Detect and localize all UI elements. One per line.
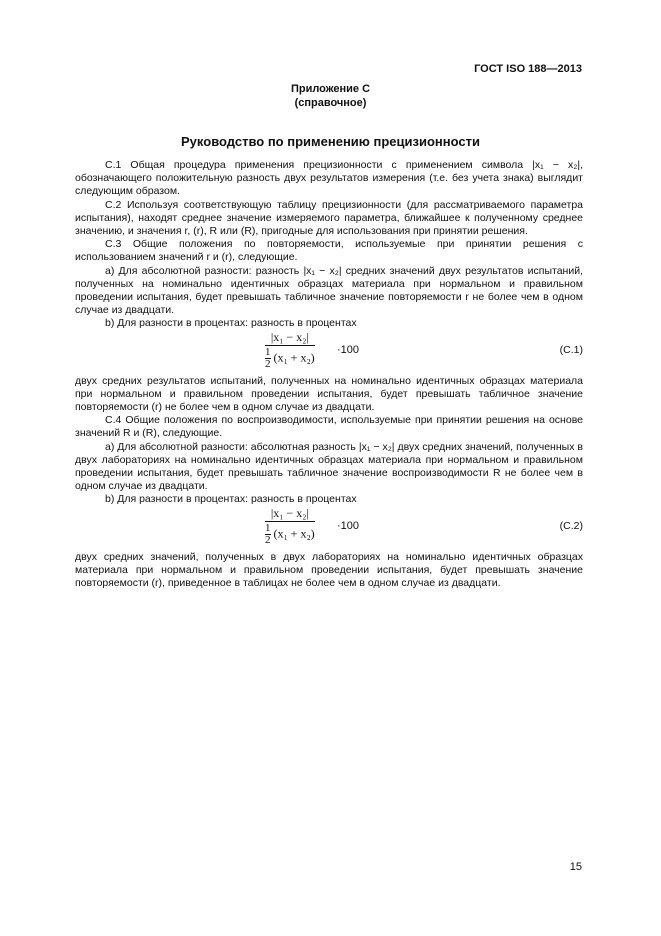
paragraph-c4b: b) Для разности в процентах: разность в процентах — [105, 493, 357, 506]
paragraph-c4a: а) Для абсолютной разности: абсолютная разность |x₁ − x₂| двух средних значений, полученных в двух лабораториях на номинально идентичных образцах материала при нормальном и правильном проведении испытания, будет превышать табличное значение воспроизводимости R не более чем в одном случае из двадцати. — [75, 440, 583, 493]
paragraph-c3: С.3 Общие положения по повторяемости, используемые при принятии решения с использованием значений r и (r), следующие. — [75, 238, 583, 264]
paragraph-c3b: b) Для разности в процентах: разность в процентах — [105, 317, 357, 330]
paragraph-c2: С.2 Используя соответствующую таблицу прецизионности (для рассматриваемого параметра испытания), находят среднее значение измеряемого параметра, ближайшее к полученному среднее значению, и значения r, (r), R или (R), пригодные для использования при принятии решения. — [75, 198, 583, 238]
appendix-heading — [0, 82, 661, 110]
standard-code: ГОСТ ISO 188—2013 — [474, 63, 582, 75]
fraction — [265, 507, 315, 546]
one-half: $\frac{1}{2}$ — [265, 521, 271, 546]
appendix-title: Приложение С — [290, 83, 371, 95]
appendix-note: (справочное) — [294, 97, 367, 109]
body-text — [75, 159, 583, 590]
denominator — [265, 522, 315, 546]
section-title: Руководство по применению прецизионности — [181, 134, 480, 149]
multiplier: ·100 — [337, 519, 360, 532]
numerator: |x₁ − x₂| — [265, 331, 315, 346]
paragraph-c1: С.1 Общая процедура применения прецизионности с применением символа |x₁ − x₂|, обозначающего положительную разность двух результатов измерения (т.е. без учета знака) выглядит следующим образом. — [75, 159, 583, 198]
numerator: |x₁ − x₂| — [265, 507, 315, 522]
equation-number: (С.1) — [559, 343, 583, 356]
multiplier: ·100 — [337, 343, 360, 356]
sum-expression: (x₁ + x₂) — [273, 350, 315, 365]
sum-expression: (x₁ + x₂) — [273, 526, 315, 541]
paragraph-c3b-continued: двух средних результатов испытаний, полученных на номинально идентичных образцах материала при нормальном и правильном проведении испытания, будет превышать табличное значение повторяемости (r) не более чем в одном случае из двадцати. — [75, 374, 583, 414]
page-number: 15 — [569, 861, 582, 873]
paragraph-c4: С.4 Общие положения по воспроизводимости, используемые при принятии решения на основе значений R и (R), следующие. — [75, 414, 583, 440]
formula-c2 — [75, 507, 583, 551]
denominator — [265, 346, 315, 370]
formula-c1 — [75, 331, 583, 375]
equation-number: (С.2) — [559, 519, 583, 532]
paragraph-c4b-continued: двух средних значений, полученных в двух лабораториях на номинально идентичных образцах материала при нормальном и правильном проведении испытания, будет превышать значение повторяемости (r), приведенное в таблицах не более чем в одном случае из двадцати. — [75, 550, 583, 590]
one-half: $\frac{1}{2}$ — [265, 345, 271, 370]
fraction — [265, 331, 315, 370]
paragraph-c3a: а) Для абсолютной разности: разность |x₁ − x₂| средних значений двух результатов испытаний, полученных на номинально идентичных образцах материала при нормальном и правильном проведении испытания, будет превышать табличное значение повторяемости r не более чем в одном случае из двадцати. — [75, 264, 583, 317]
